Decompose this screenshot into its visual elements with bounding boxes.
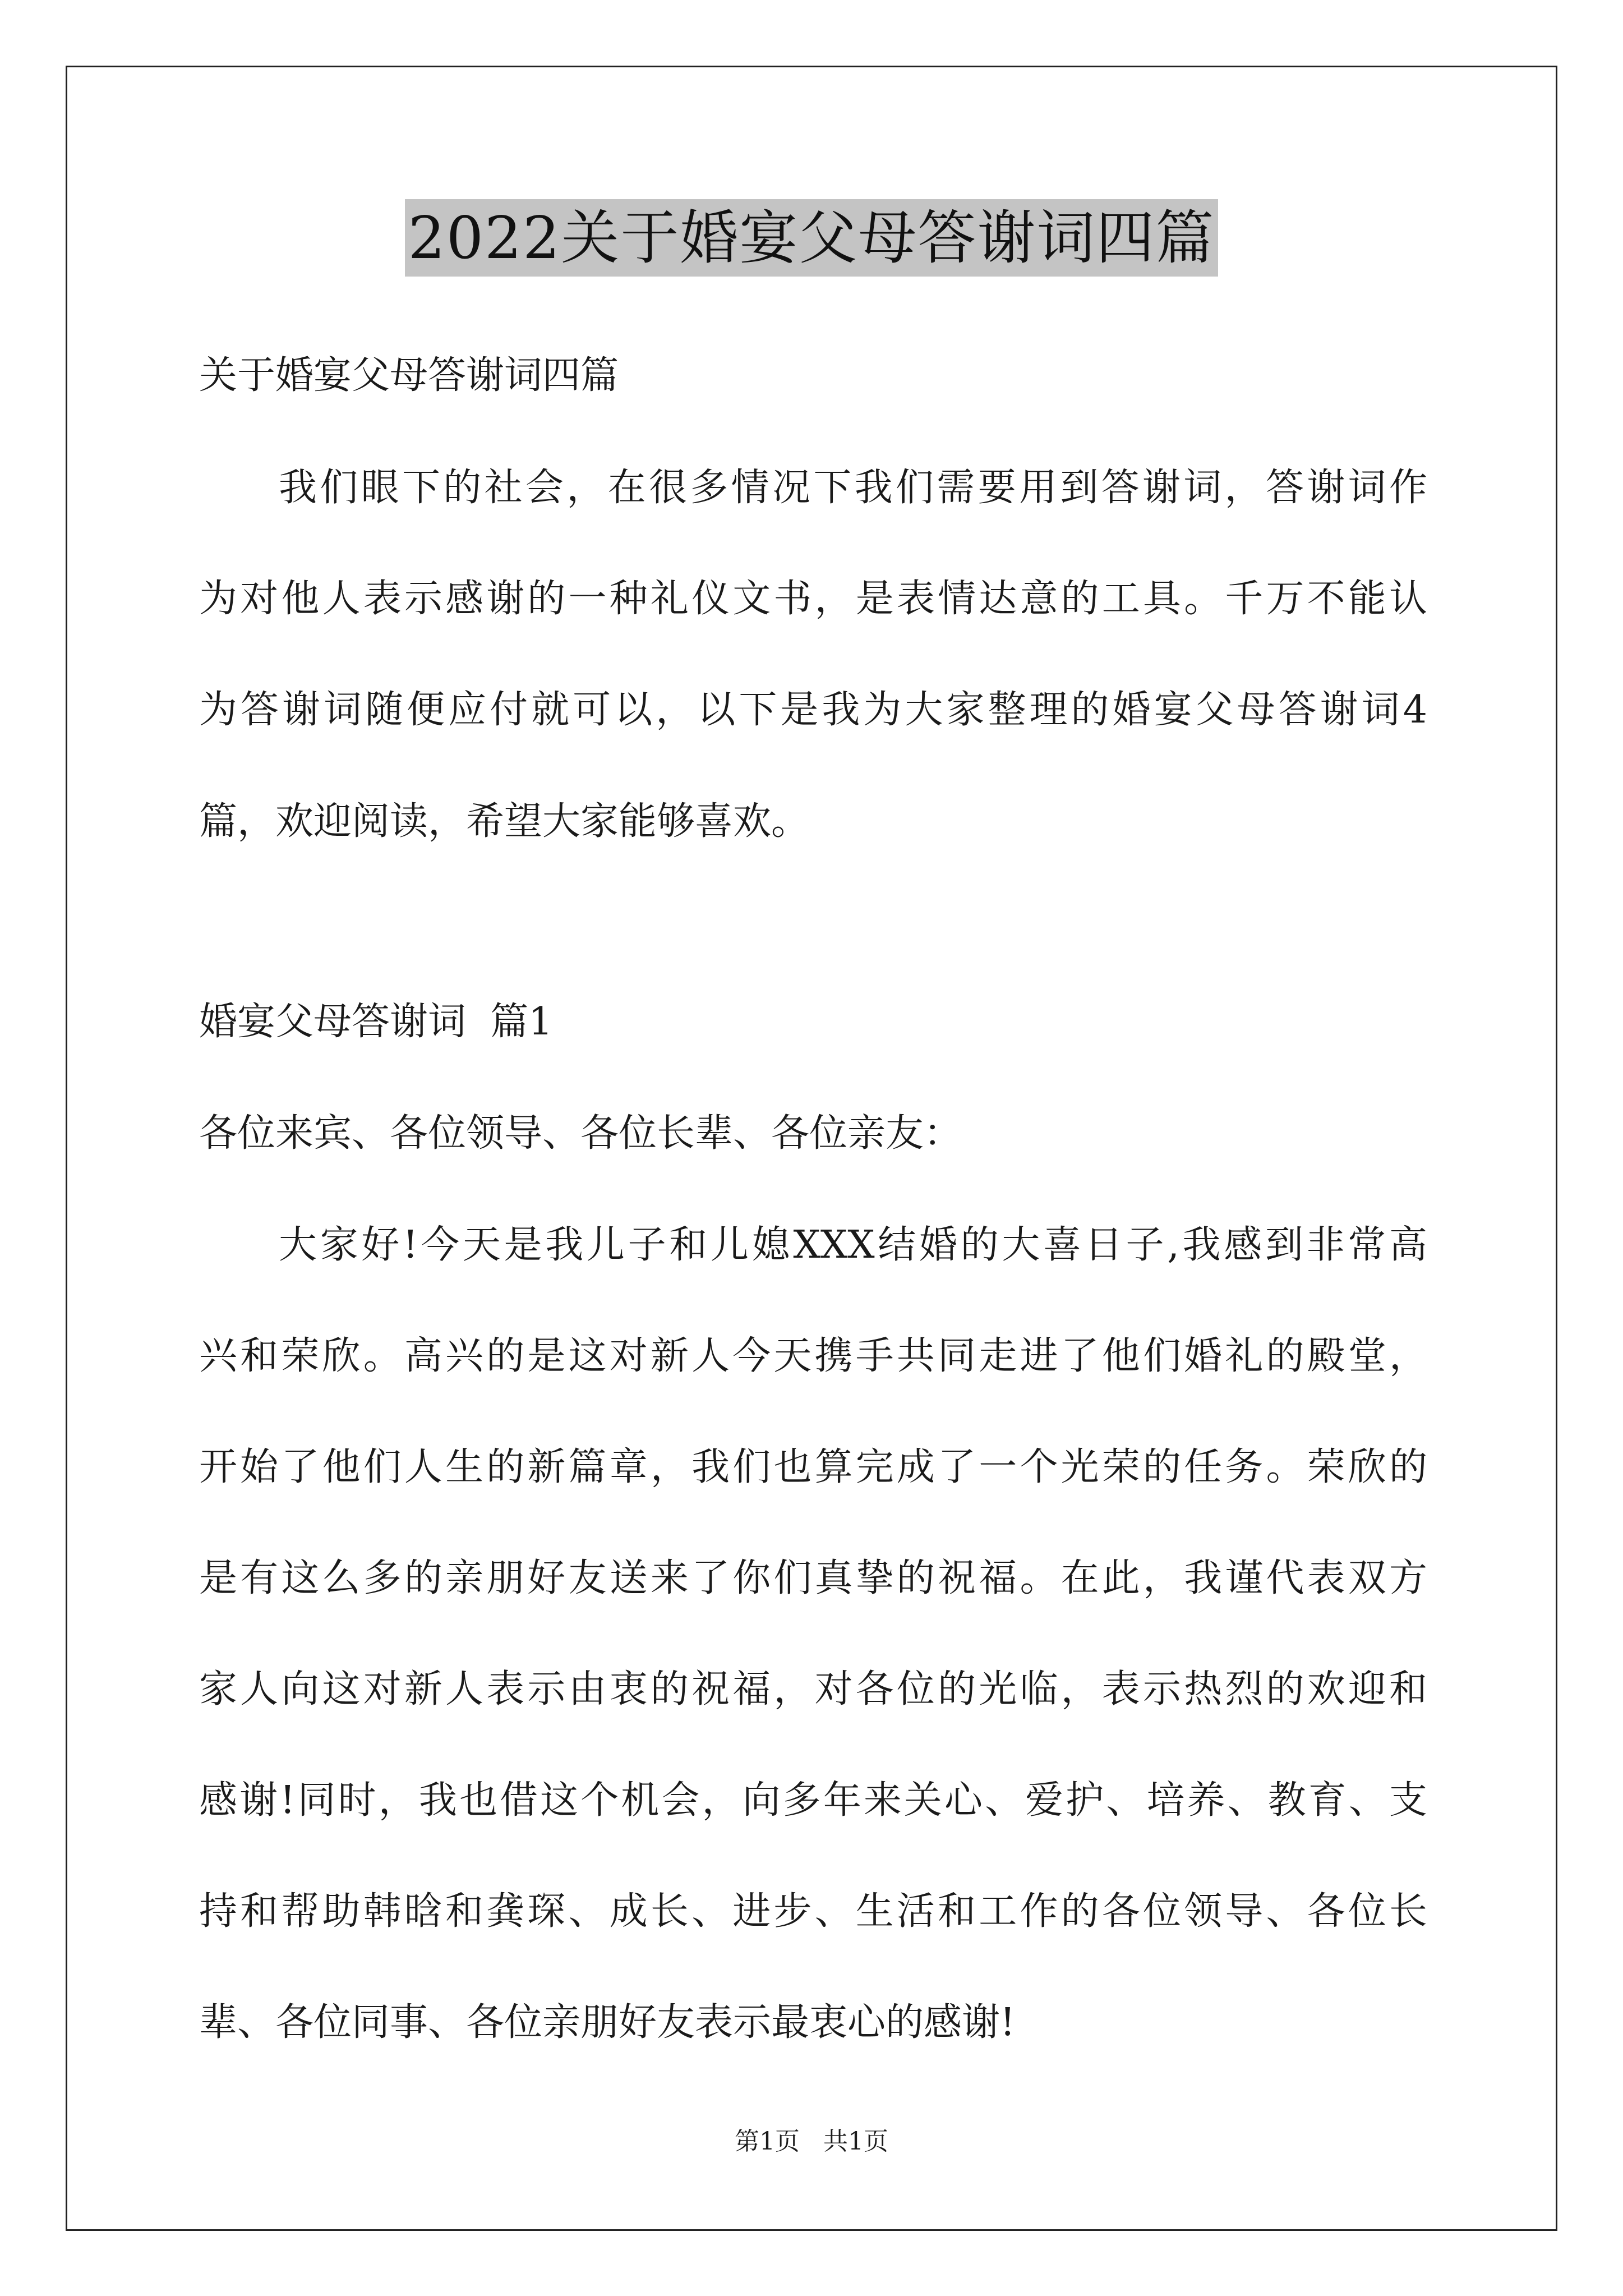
intro-line: 篇，欢迎阅读，希望大家能够喜欢。 — [199, 799, 810, 844]
body-line: 持和帮助韩晗和龚琛、成长、进步、生活和工作的各位领导、各位长 — [199, 1889, 1427, 1934]
body-line: 兴和荣欣。高兴的是这对新人今天携手共同走进了他们婚礼的殿堂， — [199, 1334, 1427, 1378]
body-line: 开始了他们人生的新篇章，我们也算完成了一个光荣的任务。荣欣的 — [199, 1445, 1427, 1489]
intro-line: 为对他人表示感谢的一种礼仪文书，是表情达意的工具。千万不能认 — [199, 577, 1427, 621]
body-line: 是有这么多的亲朋好友送来了你们真挚的祝福。在此，我谨代表双方 — [199, 1556, 1427, 1600]
document-title: 2022关于婚宴父母答谢词四篇 — [405, 199, 1219, 277]
body-line: 感谢!同时，我也借这个机会，向多年来关心、爱护、培养、教育、支 — [199, 1778, 1427, 1823]
body-line: 辈、各位同事、各位亲朋好友表示最衷心的感谢! — [199, 2000, 1016, 2045]
salutation: 各位来宾、各位领导、各位长辈、各位亲友： — [199, 1111, 962, 1156]
body-line: 家人向这对新人表示由衷的祝福，对各位的光临，表示热烈的欢迎和 — [199, 1667, 1427, 1711]
page-number: 第1页 共1页 — [735, 2127, 888, 2156]
intro-line: 我们眼下的社会，在很多情况下我们需要用到答谢词，答谢词作 — [279, 466, 1427, 510]
body-line: 大家好!今天是我儿子和儿媳XXX结婚的大喜日子,我感到非常高 — [279, 1223, 1427, 1267]
section-heading: 婚宴父母答谢词 篇1 — [199, 1000, 553, 1044]
document-subtitle: 关于婚宴父母答谢词四篇 — [199, 353, 619, 398]
title-container — [0, 199, 1623, 277]
intro-line: 为答谢词随便应付就可以，以下是我为大家整理的婚宴父母答谢词4 — [199, 688, 1427, 732]
